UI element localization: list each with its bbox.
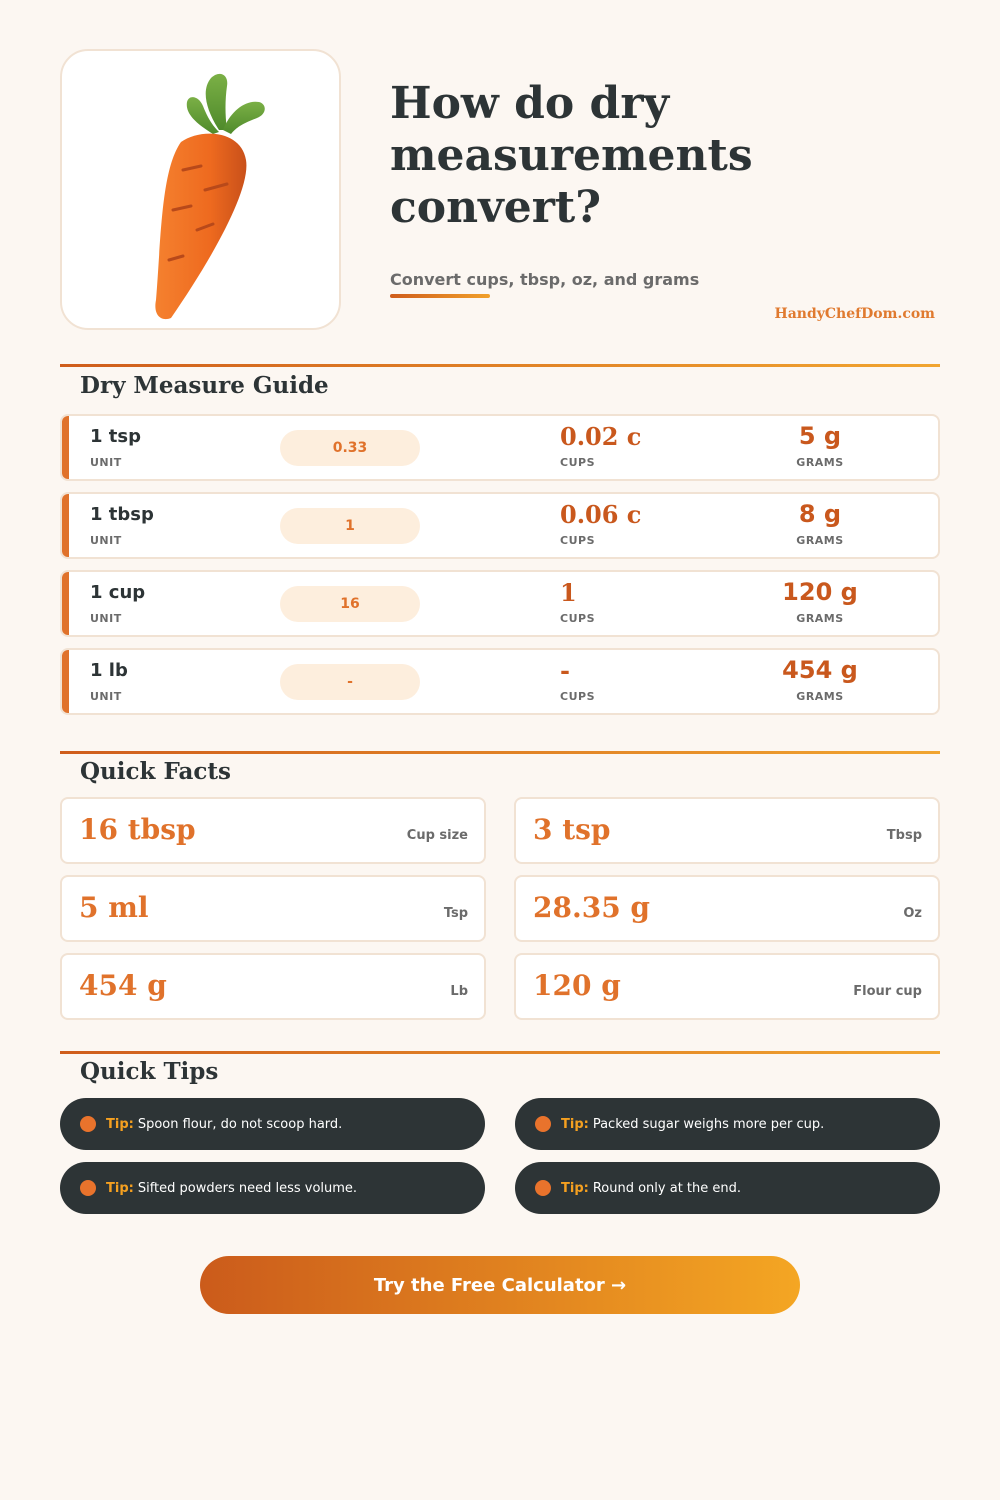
cups-label: CUPS (560, 534, 595, 547)
tip-prefix: Tip: (561, 1180, 589, 1196)
unit-label: UNIT (90, 690, 122, 703)
fact-card (514, 875, 940, 942)
fact-label: Cup size (406, 828, 468, 843)
bullet-dot-icon (80, 1116, 96, 1132)
fact-value: 28.35 g (533, 891, 651, 924)
cups-value: 0.06 c (560, 500, 642, 529)
bullet-dot-icon (80, 1180, 96, 1196)
row-accent (62, 494, 69, 557)
guide-row (60, 570, 940, 637)
tip-pill (60, 1098, 485, 1150)
unit-value: 1 lb (90, 660, 128, 681)
tip-prefix: Tip: (106, 1116, 134, 1132)
cups-label: CUPS (560, 612, 595, 625)
unit-value: 1 tsp (90, 426, 141, 447)
facts-section-title: Quick Facts (80, 758, 231, 785)
tsp-per-tbsp-pill: 0.33 (280, 430, 420, 466)
fact-label: Oz (903, 906, 922, 921)
tip-text: Round only at the end. (592, 1180, 742, 1196)
cups-label: CUPS (560, 456, 595, 469)
unit-value: 1 cup (90, 582, 146, 603)
cups-value: - (560, 656, 570, 685)
guide-row (60, 414, 940, 481)
unit-label: UNIT (90, 456, 122, 469)
tip-pill (515, 1162, 940, 1214)
fact-value: 454 g (79, 969, 167, 1002)
fact-card (60, 953, 486, 1020)
grams-value: 5 g (798, 422, 842, 450)
hero-image (60, 49, 341, 330)
fact-label: Tsp (443, 906, 468, 921)
grams-label: GRAMS (796, 690, 844, 703)
grams-value: 454 g (782, 656, 858, 684)
row-accent (62, 650, 69, 713)
tip-prefix: Tip: (561, 1116, 589, 1132)
fact-card (514, 953, 940, 1020)
tsp-per-tbsp-pill: - (280, 664, 420, 700)
unit-value: 1 tbsp (90, 504, 154, 525)
fact-label: Tbsp (886, 828, 922, 843)
tip-pill (515, 1098, 940, 1150)
carrot-icon (101, 60, 301, 320)
tsp-per-tbsp-pill: 16 (280, 586, 420, 622)
fact-value: 120 g (533, 969, 621, 1002)
grams-label: GRAMS (796, 612, 844, 625)
bullet-dot-icon (535, 1116, 551, 1132)
section-divider (60, 751, 940, 754)
grams-value: 8 g (798, 500, 842, 528)
fact-value: 5 ml (79, 891, 149, 924)
tip-text: Sifted powders need less volume. (137, 1180, 358, 1196)
fact-value: 3 tsp (533, 813, 611, 846)
cups-value: 0.02 c (560, 422, 642, 451)
guide-row (60, 648, 940, 715)
calculator-cta-button[interactable]: Try the Free Calculator → (200, 1256, 800, 1314)
grams-label: GRAMS (796, 534, 844, 547)
tip-prefix: Tip: (106, 1180, 134, 1196)
row-accent (62, 416, 69, 479)
section-divider (60, 364, 940, 367)
page-title: How do dry measurements convert? (390, 78, 753, 233)
cups-label: CUPS (560, 690, 595, 703)
unit-label: UNIT (90, 612, 122, 625)
guide-section-title: Dry Measure Guide (80, 372, 329, 399)
cups-value: 1 (560, 578, 577, 607)
bullet-dot-icon (535, 1180, 551, 1196)
guide-row (60, 492, 940, 559)
grams-label: GRAMS (796, 456, 844, 469)
brand-link[interactable]: HandyChefDom.com (774, 306, 935, 322)
tip-pill (60, 1162, 485, 1214)
fact-card (60, 797, 486, 864)
tips-section-title: Quick Tips (80, 1058, 219, 1085)
fact-card (60, 875, 486, 942)
unit-label: UNIT (90, 534, 122, 547)
tip-text: Packed sugar weighs more per cup. (592, 1116, 825, 1132)
section-divider (60, 1051, 940, 1054)
fact-label: Lb (450, 984, 468, 999)
page-subtitle: Convert cups, tbsp, oz, and grams (390, 270, 700, 289)
subtitle-underline (390, 294, 490, 298)
grams-value: 120 g (782, 578, 858, 606)
fact-value: 16 tbsp (79, 813, 196, 846)
row-accent (62, 572, 69, 635)
tsp-per-tbsp-pill: 1 (280, 508, 420, 544)
fact-card (514, 797, 940, 864)
tip-text: Spoon flour, do not scoop hard. (137, 1116, 343, 1132)
fact-label: Flour cup (853, 984, 922, 999)
